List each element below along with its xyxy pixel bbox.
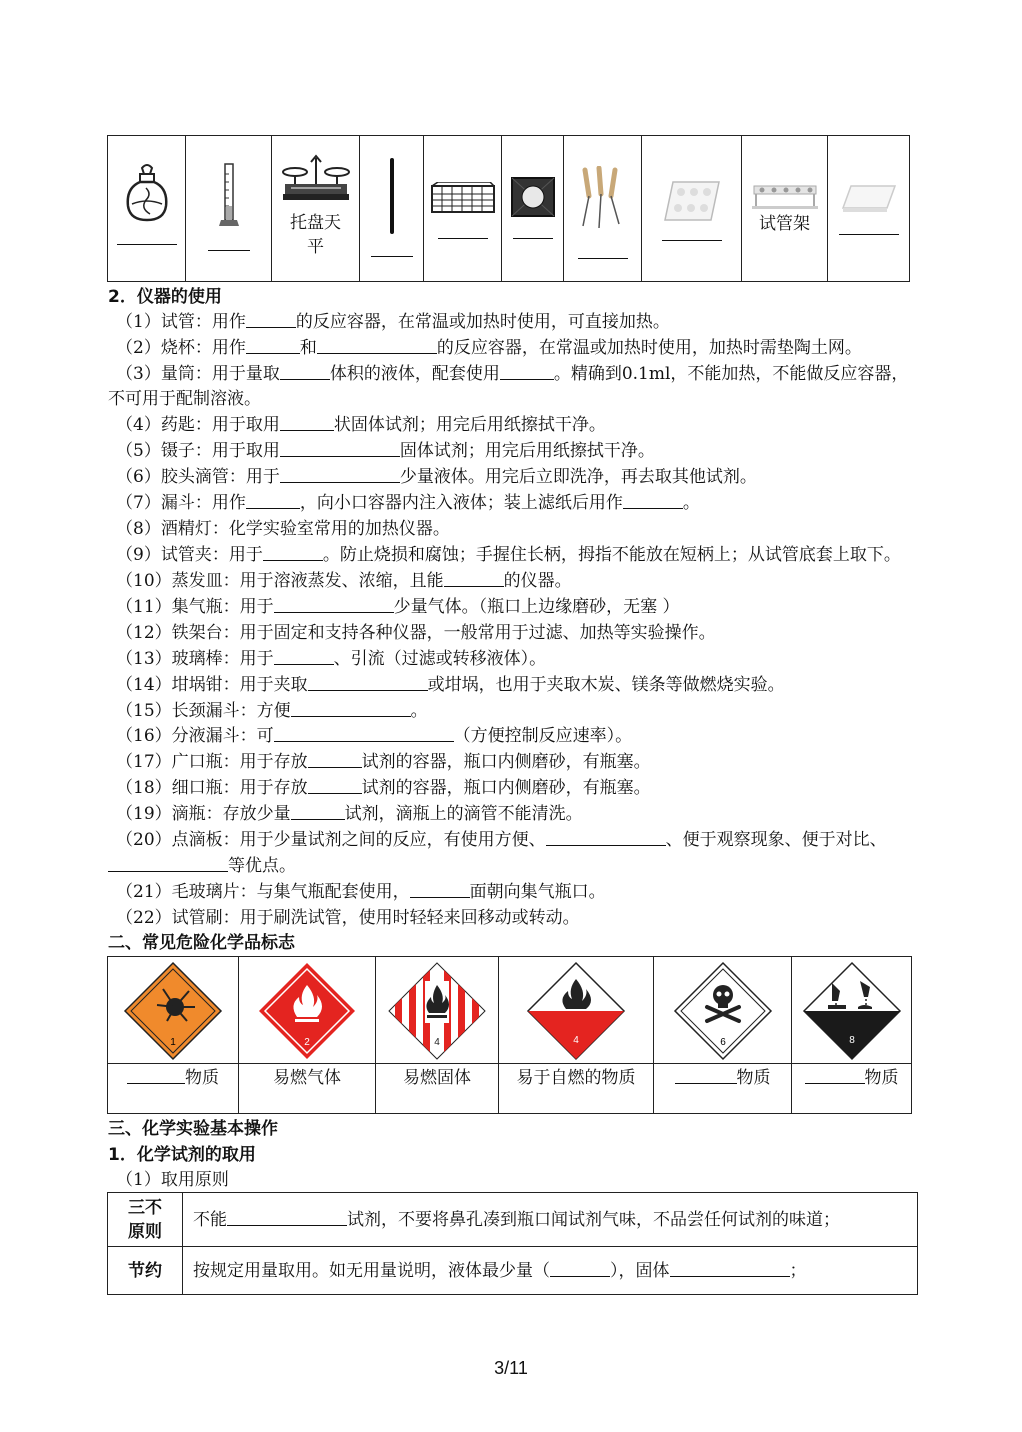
answer-blank bbox=[208, 250, 250, 251]
apparatus-label: 试管架 bbox=[759, 214, 810, 234]
row-content: 不能 试剂，不要将鼻孔凑到瓶口闻试剂气味，不品尝任何试剂的味道； bbox=[183, 1193, 918, 1247]
hazard-cell-spontaneous bbox=[499, 957, 654, 1113]
answer-blank bbox=[662, 240, 722, 241]
wire-gauze-icon bbox=[430, 182, 496, 216]
hazard-cell-corrosive bbox=[792, 957, 911, 1113]
principles-table bbox=[107, 1192, 918, 1295]
test-tube-brush-icon bbox=[579, 166, 627, 230]
item-16: （16）分液漏斗：可 （方便控制反应速率）。 bbox=[116, 726, 633, 746]
item-22: （22）试管刷：用于刷洗试管，使用时轻轻来回移动或转动。 bbox=[116, 908, 580, 928]
sign-number: 1 bbox=[170, 1037, 176, 1048]
answer-blank bbox=[670, 1259, 790, 1277]
balance-scale-icon bbox=[281, 154, 351, 206]
row-header: 三不原则 bbox=[108, 1193, 183, 1247]
toxic-sign-icon bbox=[673, 961, 773, 1061]
apparatus-cell-test-tube-brush bbox=[564, 136, 642, 281]
answer-blank bbox=[117, 244, 177, 245]
answer-blank bbox=[280, 413, 334, 431]
item-13: （13）玻璃棒：用于 、引流（过滤或转移液体）。 bbox=[116, 649, 547, 669]
hazards-heading: 二、常见危险化学品标志 bbox=[108, 933, 295, 953]
hazard-cell-flammable-gas bbox=[239, 957, 376, 1113]
item-1: （1）试管：用作 的反应容器，在常温或加热时使用，可直接加热。 bbox=[116, 312, 670, 332]
item-14: （14）坩埚钳：用于夹取 或坩埚，也用于夹取木炭、镁条等做燃烧实验。 bbox=[116, 675, 785, 695]
apparatus-table bbox=[107, 135, 910, 282]
answer-blank bbox=[371, 256, 413, 257]
alcohol-lamp-icon bbox=[122, 164, 172, 224]
answer-blank bbox=[805, 1066, 865, 1084]
answer-blank bbox=[444, 569, 504, 587]
item-19: （19）滴瓶：存放少量 试剂，滴瓶上的滴管不能清洗。 bbox=[116, 804, 583, 824]
hazard-label: 易于自燃的物质 bbox=[516, 1068, 636, 1088]
test-tube-rack-icon bbox=[750, 180, 820, 210]
ceramic-gauze-icon bbox=[510, 176, 556, 218]
answer-blank bbox=[108, 854, 228, 872]
answer-blank bbox=[317, 336, 437, 354]
answer-blank bbox=[280, 362, 330, 380]
table-row bbox=[108, 1247, 918, 1295]
hazard-label: 易燃固体 bbox=[403, 1068, 471, 1088]
item-12: （12）铁架台：用于固定和支持各种仪器，一般常用于过滤、加热等实验操作。 bbox=[116, 623, 716, 643]
sign-number: 8 bbox=[848, 1035, 855, 1046]
answer-blank bbox=[675, 1066, 737, 1084]
subsection-item: （1）取用原则 bbox=[116, 1170, 229, 1190]
hazard-label: 物质 bbox=[108, 1065, 238, 1091]
answer-blank bbox=[578, 258, 628, 259]
answer-blank bbox=[500, 362, 554, 380]
apparatus-cell-graduated-cylinder bbox=[186, 136, 272, 281]
section-heading: 2．仪器的使用 bbox=[108, 287, 222, 307]
subsection-heading: 1．化学试剂的取用 bbox=[108, 1145, 256, 1165]
answer-blank bbox=[280, 465, 400, 483]
item-21: （21）毛玻璃片：与集气瓶配套使用， 面朝向集气瓶口。 bbox=[116, 882, 606, 902]
item-4: （4）药匙：用于取用 状固体试剂；用完后用纸擦拭干净。 bbox=[116, 415, 606, 435]
apparatus-cell-spot-plate bbox=[642, 136, 742, 281]
answer-blank bbox=[308, 673, 428, 691]
answer-blank bbox=[263, 543, 323, 561]
answer-blank bbox=[308, 750, 362, 768]
answer-blank bbox=[291, 699, 411, 717]
item-6: （6）胶头滴管：用于 少量液体。用完后立即洗净，再去取其他试剂。 bbox=[116, 467, 757, 487]
glass-slide-icon bbox=[841, 182, 897, 216]
answer-blank bbox=[127, 1066, 185, 1084]
item-20-cont: 等优点。 bbox=[108, 854, 296, 878]
apparatus-cell-ceramic-gauze bbox=[502, 136, 564, 281]
item-11: （11）集气瓶：用于 少量气体。（瓶口上边缘磨砂，无塞 ） bbox=[116, 597, 680, 617]
item-9: （9）试管夹：用于 。防止烧损和腐蚀；手握住长柄，拇指不能放在短柄上；从试管底套上取下。 bbox=[116, 545, 901, 565]
hazard-cell-flammable-solid bbox=[376, 957, 499, 1113]
table-row bbox=[108, 1193, 918, 1247]
apparatus-label: 托盘天平 bbox=[290, 213, 341, 257]
item-17: （17）广口瓶：用于存放 试剂的容器，瓶口内侧磨砂，有瓶塞。 bbox=[116, 752, 651, 772]
answer-blank bbox=[839, 234, 899, 235]
item-5: （5）镊子：用于取用 固体试剂；用完后用纸擦拭干净。 bbox=[116, 441, 655, 461]
answer-blank bbox=[274, 647, 334, 665]
explosive-sign-icon bbox=[123, 961, 223, 1061]
hazard-label: 物质 bbox=[792, 1065, 911, 1091]
item-2: （2）烧杯：用作 和 的反应容器，在常温或加热时使用，加热时需垫陶土网。 bbox=[116, 338, 862, 358]
hazard-label: 易燃气体 bbox=[273, 1068, 341, 1088]
answer-blank bbox=[623, 491, 683, 509]
answer-blank bbox=[227, 1208, 347, 1226]
sign-number: 4 bbox=[434, 1037, 440, 1048]
answer-blank bbox=[246, 310, 296, 328]
spot-plate-icon bbox=[663, 180, 721, 222]
answer-blank bbox=[246, 336, 300, 354]
row-content: 按规定用量取用。如无用量说明，液体最少量（ ），固体 ； bbox=[183, 1247, 918, 1295]
answer-blank bbox=[291, 802, 345, 820]
item-18: （18）细口瓶：用于存放 试剂的容器，瓶口内侧磨砂，有瓶塞。 bbox=[116, 778, 651, 798]
hazard-label: 物质 bbox=[654, 1065, 791, 1091]
item-15: （15）长颈漏斗：方便 。 bbox=[116, 701, 428, 721]
answer-blank bbox=[280, 439, 400, 457]
flammable-gas-sign-icon bbox=[257, 961, 357, 1061]
corrosive-sign-icon bbox=[802, 961, 902, 1061]
glass-rod-icon bbox=[387, 158, 397, 234]
apparatus-cell-balance bbox=[272, 136, 360, 281]
answer-blank bbox=[546, 828, 666, 846]
apparatus-cell-glass-rod bbox=[360, 136, 424, 281]
item-7: （7）漏斗：用作 ，向小口容器内注入液体；装上滤纸后用作 。 bbox=[116, 493, 700, 513]
item-8: （8）酒精灯：化学实验室常用的加热仪器。 bbox=[116, 519, 450, 539]
section-heading: 三、化学实验基本操作 bbox=[108, 1119, 278, 1139]
answer-blank bbox=[410, 880, 470, 898]
answer-blank bbox=[246, 491, 300, 509]
answer-blank bbox=[274, 724, 454, 742]
hazard-cell-explosive bbox=[108, 957, 239, 1113]
sign-number: 6 bbox=[719, 1037, 726, 1048]
flammable-solid-sign-icon bbox=[387, 961, 487, 1061]
item-3-cont: 不可用于配制溶液。 bbox=[108, 389, 261, 409]
answer-blank bbox=[308, 776, 362, 794]
answer-blank bbox=[513, 238, 553, 239]
answer-blank bbox=[274, 595, 394, 613]
apparatus-cell-wire-gauze bbox=[424, 136, 502, 281]
answer-blank bbox=[438, 238, 488, 239]
row-header: 节约 bbox=[108, 1247, 183, 1295]
sign-number: 4 bbox=[573, 1035, 579, 1046]
graduated-cylinder-icon bbox=[217, 162, 241, 228]
spontaneously-combustible-sign-icon bbox=[526, 961, 626, 1061]
page-number: 3/11 bbox=[494, 1358, 528, 1378]
answer-blank bbox=[550, 1259, 610, 1277]
hazard-signs-table bbox=[107, 956, 912, 1114]
item-10: （10）蒸发皿：用于溶液蒸发、浓缩，且能 的仪器。 bbox=[116, 571, 572, 591]
item-3: （3）量筒：用于量取 体积的液体，配套使用 。精确到0.1ml，不能加热，不能做反应容器， bbox=[116, 364, 909, 384]
apparatus-cell-glass-slide bbox=[828, 136, 909, 281]
apparatus-cell-alcohol-lamp bbox=[108, 136, 186, 281]
sign-number: 2 bbox=[304, 1037, 310, 1048]
hazard-cell-toxic bbox=[654, 957, 792, 1113]
item-20: （20）点滴板：用于少量试剂之间的反应，有使用方便、 、便于观察现象、便于对比、 bbox=[116, 830, 887, 850]
apparatus-cell-test-tube-rack bbox=[742, 136, 828, 281]
